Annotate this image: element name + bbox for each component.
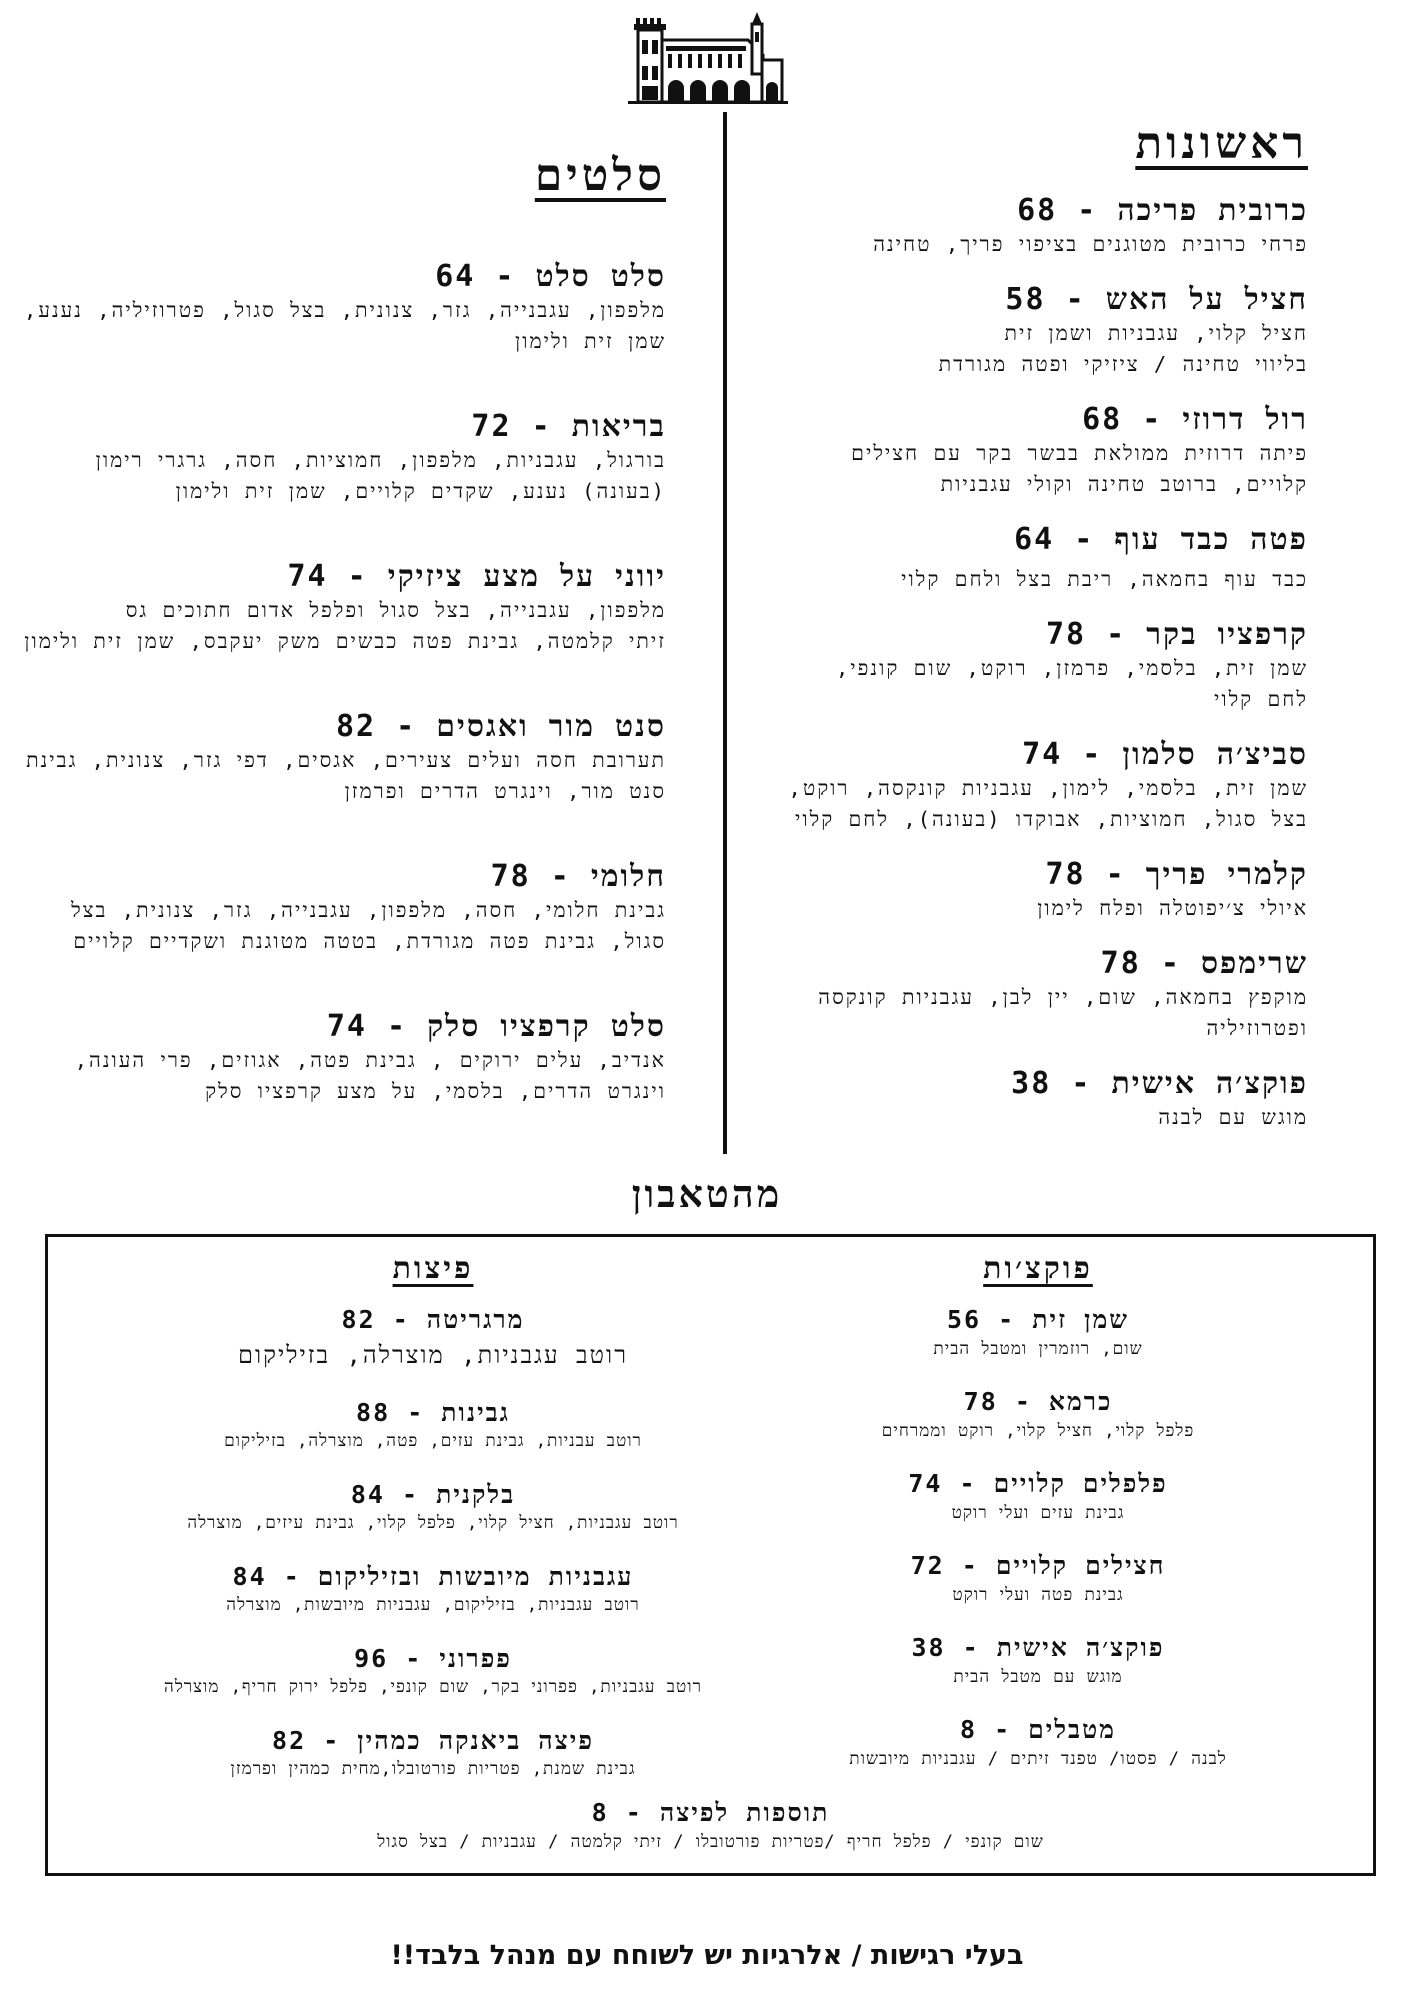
menu-item [813, 1304, 1263, 1362]
item-name: פפרוני - 96 [354, 1643, 512, 1673]
menu-item [748, 193, 1308, 260]
item-name: שרימפס - 78 [1100, 945, 1308, 981]
item-desc: כבד עוף בחמאה, ריבת בצל ולחם קלוי [901, 566, 1308, 591]
item-name: חלומי - 78 [490, 858, 666, 894]
extras-name: תוספות לפיצה - 8 [591, 1798, 830, 1827]
item-name: פיצה ביאנקה כמהין - 82 [272, 1725, 594, 1755]
item-desc: מלפפון, עגבנייה, בצל סגול ופלפל אדום חתוכים גס [125, 597, 666, 622]
menu-item [813, 1386, 1263, 1444]
menu-item [16, 709, 666, 807]
firsts-section [748, 118, 1308, 1155]
item-desc: קלויים, ברוטב טחינה וקולי עגבניות [940, 471, 1308, 496]
item-desc: זיתי קלמטה, גבינת פטה כבשים משק יעקבס, שמן זית ולימון [24, 628, 666, 653]
menu-item [748, 402, 1308, 500]
item-desc: רוטב עגבניות, בזיליקום, עגבניות מיובשות, מוצרלה [226, 1595, 640, 1615]
item-name: סנט מור ואגסים - 82 [335, 708, 666, 744]
menu-item [133, 1725, 733, 1783]
item-name: מטבלים - 8 [959, 1715, 1117, 1744]
item-desc: שום, רוזמרין ומטבל הבית [933, 1338, 1143, 1359]
taboon-box [45, 1234, 1376, 1876]
item-name: שמן זית - 56 [947, 1305, 1129, 1334]
menu-item [813, 1714, 1263, 1772]
item-name: כרמא - 78 [963, 1387, 1113, 1416]
item-name: מרגריטה - 82 [341, 1305, 525, 1334]
item-name: חציל על האש - 58 [1005, 281, 1308, 317]
menu-item [748, 857, 1308, 924]
item-name: פטה כבד עוף - 64 [1014, 521, 1308, 557]
item-desc: ופטרוזיליה [1206, 1015, 1308, 1040]
item-name: בריאות - 72 [471, 408, 666, 444]
menu-item [16, 259, 666, 357]
item-name: רול דרוזי - 68 [1082, 401, 1308, 437]
item-desc: גבינת שמנת, פטריות פורטובלו,מחית כמהין ופרמזן [230, 1759, 636, 1779]
menu-item [748, 737, 1308, 835]
salads-title: סלטים [534, 150, 666, 201]
item-name: סלט סלט - 64 [435, 258, 666, 294]
menu-item [813, 1468, 1263, 1526]
extras-desc: שום קונפי / פלפל חריף /פטריות פורטובלו / זיתי קלמטה / עגבניות / בצל סגול [377, 1831, 1044, 1852]
item-name: סלט קרפציו סלק - 74 [326, 1008, 666, 1044]
item-desc: פרחי כרובית מטוגנים בציפוי פריך, טחינה [873, 231, 1308, 256]
item-desc: מוקפץ בחמאה, שום, יין לבן, עגבניות קונקסה [818, 984, 1308, 1009]
item-desc: סגול, גבינת פטה מגורדת, בטטה מטוגנת ושקדיים קלויים [73, 928, 666, 953]
item-desc: סנט מור, וינגרט הדרים ופרמזן [344, 778, 666, 803]
pizzas-title: פיצות [392, 1251, 474, 1286]
menu-item [133, 1397, 733, 1455]
item-desc: וינגרט הדרים, בלסמי, על מצע קרפציו סלק [205, 1078, 666, 1103]
item-desc: לחם קלוי [1213, 686, 1308, 711]
item-name: פוקצ׳ה אישית - 38 [1011, 1065, 1308, 1101]
menu-item [748, 522, 1308, 595]
taboon-title: מהטאבון [631, 1172, 783, 1216]
item-desc: בצל סגול, חמוציות, אבוקדו (בעונה), לחם קלוי [794, 806, 1308, 831]
item-desc: מלפפון, עגבנייה, גזר, צנונית, בצל סגול, פטרוזיליה, נענע, [24, 297, 666, 322]
pizza-extras [48, 1797, 1373, 1855]
item-name: סביצ׳ה סלמון - 74 [1022, 736, 1308, 772]
menu-item [133, 1304, 733, 1373]
item-desc: אנדיב, עלים ירוקים , גבינת פטה, אגוזים, פרי העונה, [74, 1047, 666, 1072]
menu-item [133, 1479, 733, 1537]
item-name: יווני על מצע ציזיקי - 74 [287, 558, 666, 594]
firsts-title: ראשונות [1135, 118, 1308, 169]
item-desc: פיתה דרוזית ממולאת בבשר בקר עם חצילים [851, 440, 1308, 465]
restaurant-logo-icon [628, 10, 788, 105]
item-desc: איולי צ׳יפוטלה ופלח לימון [1037, 895, 1308, 920]
menu-item [748, 1066, 1308, 1133]
item-desc: תערובת חסה ועלים צעירים, אגסים, דפי גזר, צנונית, גבינת [26, 747, 666, 772]
menu-item [133, 1643, 733, 1701]
menu-item [16, 1009, 666, 1107]
item-desc: שמן זית ולימון [515, 328, 666, 353]
item-desc: חציל קלוי, עגבניות ושמן זית [1004, 320, 1308, 345]
item-name: כרובית פריכה - 68 [1017, 192, 1308, 228]
menu-item [133, 1561, 733, 1619]
item-name: פוקצ׳ה אישית - 38 [911, 1633, 1165, 1662]
focaccias-title: פוקצ׳ות [983, 1251, 1093, 1286]
pizzas-section [133, 1249, 733, 1807]
focaccias-section [813, 1249, 1263, 1796]
menu-item [748, 617, 1308, 715]
item-desc: בליווי טחינה / ציזיקי ופטה מגורדת [938, 351, 1308, 376]
item-desc: רוטב עגבניות, פפרוני בקר, שום קונפי, פלפל ירוק חריף, מוצרלה [164, 1677, 702, 1697]
menu-item [16, 859, 666, 957]
item-desc: בורגול, עגבניות, מלפפון, חמוציות, חסה, גרגרי רימון [95, 447, 666, 472]
item-name: פלפלים קלויים - 74 [908, 1469, 1168, 1498]
menu-item [813, 1632, 1263, 1690]
item-desc: רוטב עגבניות, חציל קלוי, פלפל קלוי, גבינת עיזים, מוצרלה [187, 1513, 679, 1533]
allergy-notice: בעלי רגישות / אלרגיות יש לשוחח עם מנהל בלבד!! [390, 1940, 1024, 1971]
menu-item [748, 946, 1308, 1044]
item-name: קרפציו בקר - 78 [1046, 616, 1308, 652]
item-desc: שמן זית, בלסמי, לימון, עגבניות קונקסה, רוקט, [788, 775, 1308, 800]
item-desc: מוגש עם מטבל הבית [953, 1666, 1123, 1687]
item-desc: גבינת עזים ועלי רוקט [951, 1502, 1125, 1523]
item-desc: גבינת חלומי, חסה, מלפפון, עגבנייה, גזר, צנונית, בצל [71, 897, 666, 922]
item-name: קלמרי פריך - 78 [1045, 856, 1308, 892]
menu-item [16, 559, 666, 657]
item-desc: רוטב עגבניות, מוצרלה, בזיליקום [238, 1340, 628, 1369]
menu-item [16, 409, 666, 507]
item-name: עגבניות מיובשות ובזיליקום - 84 [232, 1561, 634, 1591]
item-desc: (בעונה) נענע, שקדים קלויים, שמן זית ולימון [175, 478, 666, 503]
item-name: חצילים קלויים - 72 [910, 1551, 1166, 1580]
item-desc: שמן זית, בלסמי, פרמזן, רוקט, שום קונפי, [835, 655, 1308, 680]
item-desc: מוגש עם לבנה [1158, 1104, 1308, 1129]
item-desc: פלפל קלוי, חציל קלוי, רוקט וממרחים [881, 1420, 1195, 1441]
item-desc: גבינת פטה ועלי רוקט [952, 1584, 1124, 1605]
column-divider [723, 112, 727, 1154]
item-desc: רוטב עבניות, גבינת עזים, פטה, מוצרלה, בזיליקום [224, 1431, 642, 1451]
item-name: בלקנית - 84 [350, 1479, 516, 1509]
item-desc: לבנה / פסטו/ טפנד זיתים / עגבניות מיובשות [849, 1748, 1227, 1769]
menu-item [748, 282, 1308, 380]
menu-item [813, 1550, 1263, 1608]
salads-section [16, 150, 666, 1159]
item-name: גבינות - 88 [356, 1397, 510, 1427]
